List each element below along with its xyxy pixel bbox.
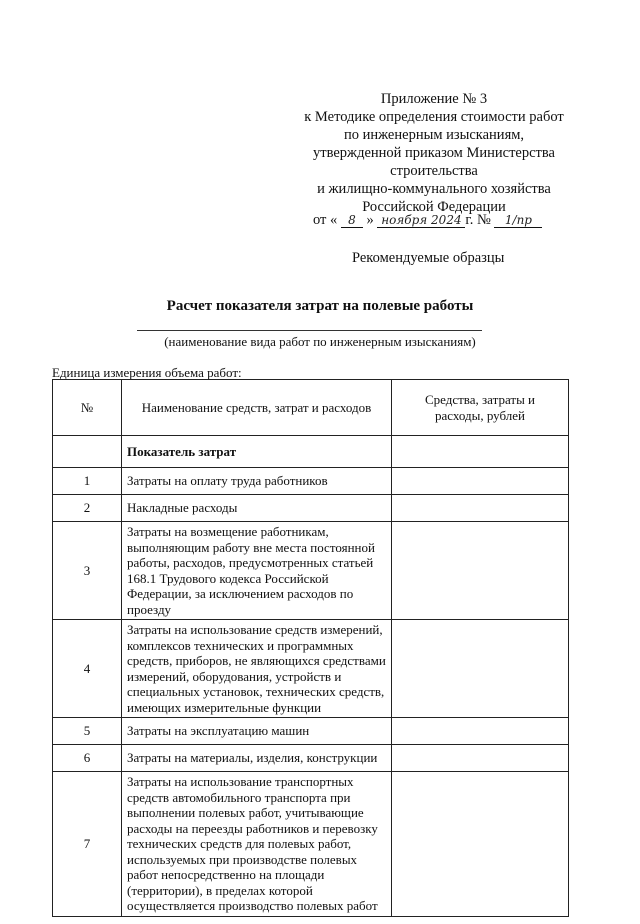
row-name: Затраты на возмещение работникам, выполняющим работу вне места постоянной работы, расходов, предусмотренных статьей 168.1 Трудового кодекса Российской Федерации, за исключением расходов по проезду bbox=[122, 522, 392, 620]
appendix-line: по инженерным изысканиям, bbox=[343, 127, 525, 143]
header-num: № bbox=[53, 380, 122, 436]
order-date-number bbox=[313, 212, 563, 229]
row-value bbox=[392, 495, 569, 522]
date-mid: » bbox=[366, 212, 374, 228]
row-number: 1 bbox=[53, 468, 122, 495]
appendix-header bbox=[290, 90, 578, 216]
section-label: Показатель затрат bbox=[122, 436, 392, 468]
year-suffix: г. № bbox=[465, 212, 491, 228]
row-number: 4 bbox=[53, 620, 122, 718]
table-row bbox=[53, 745, 569, 772]
row-value bbox=[392, 468, 569, 495]
table-row bbox=[53, 772, 569, 917]
appendix-line: утвержденной приказом Министерства bbox=[313, 145, 555, 161]
row-name: Затраты на использование средств измерений, комплексов технических и программных средств, приборов, не являющихся средствами измерений, оборудования, устройств и специальных установок, технических средств, имеющих измерительные функции bbox=[122, 620, 392, 718]
document-subtitle: (наименование вида работ по инженерным изысканиям) bbox=[164, 334, 476, 349]
recommended-samples: Рекомендуемые образцы bbox=[352, 250, 505, 266]
handwritten-month-year: ноября 2024 bbox=[377, 213, 465, 228]
row-value bbox=[392, 772, 569, 917]
row-number: 3 bbox=[53, 522, 122, 620]
cost-table bbox=[52, 379, 569, 917]
table-row bbox=[53, 718, 569, 745]
row-number: 7 bbox=[53, 772, 122, 917]
table-header-row bbox=[53, 380, 569, 436]
row-number: 6 bbox=[53, 745, 122, 772]
row-number: 2 bbox=[53, 495, 122, 522]
table-row bbox=[53, 468, 569, 495]
header-name: Наименование средств, затрат и расходов bbox=[122, 380, 392, 436]
table-row bbox=[53, 522, 569, 620]
row-number: 5 bbox=[53, 718, 122, 745]
appendix-line: Приложение № 3 bbox=[380, 91, 488, 107]
title-underline bbox=[137, 330, 482, 331]
row-name: Затраты на материалы, изделия, конструкции bbox=[122, 745, 392, 772]
header-value: Средства, затраты и расходы, рублей bbox=[392, 380, 569, 436]
date-prefix: от « bbox=[313, 212, 338, 228]
row-name: Накладные расходы bbox=[122, 495, 392, 522]
row-value bbox=[392, 522, 569, 620]
section-row bbox=[53, 436, 569, 468]
unit-label: Единица измерения объема работ: bbox=[52, 365, 242, 380]
handwritten-order-number: 1/пр bbox=[494, 213, 542, 228]
row-value bbox=[392, 745, 569, 772]
row-value bbox=[392, 620, 569, 718]
appendix-line: к Методике определения стоимости работ bbox=[304, 109, 564, 125]
appendix-line: Российской Федерации bbox=[362, 199, 506, 215]
appendix-line: строительства bbox=[390, 163, 478, 179]
appendix-line: и жилищно-коммунального хозяйства bbox=[317, 181, 551, 197]
row-name: Затраты на оплату труда работников bbox=[122, 468, 392, 495]
table-row bbox=[53, 620, 569, 718]
row-value bbox=[392, 718, 569, 745]
handwritten-day: 8 bbox=[341, 213, 363, 228]
table-row bbox=[53, 495, 569, 522]
row-name: Затраты на эксплуатацию машин bbox=[122, 718, 392, 745]
document-title: Расчет показателя затрат на полевые работы bbox=[166, 298, 474, 314]
row-name: Затраты на использование транспортных средств автомобильного транспорта при выполнении полевых работ, учитывающие расходы на переезды работников и перевозку технических средств для полевых работ, используемых при производстве полевых работ непосредственно на площади (территории), в пределах которой осуществляется производство полевых работ bbox=[122, 772, 392, 917]
